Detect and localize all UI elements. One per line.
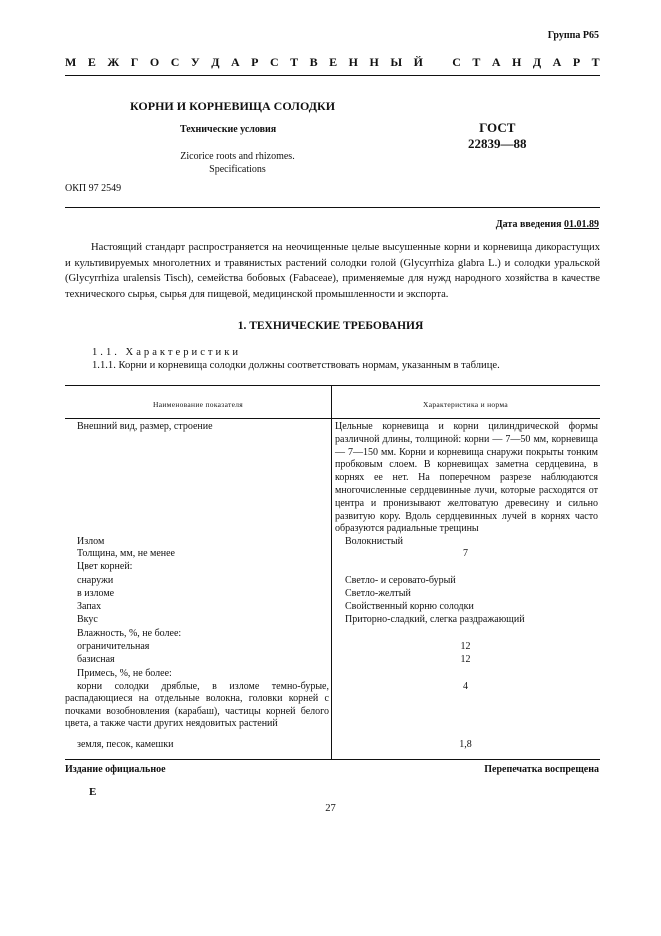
document-subtitle: Технические условия [180, 124, 277, 135]
table-column-divider [331, 385, 332, 759]
edition-note: Издание официальное [65, 764, 166, 775]
banner-letter: Р [572, 55, 581, 69]
banner-letter: Т [290, 55, 299, 69]
intro-paragraph: Настоящий стандарт распространяется на неочищенные целые высушенные корни и корневища дикорастущих и культивируемых многолетних и травянистых растений солодки голой (Glycyrrhiza glabra L.) и солодки уральской (Glycyrrhiza uralensis Tisch), семейства бобовых (Fabaceae), применяемые для нужд народного хозяйства в качестве технического сырья, сырья для пищевой, медицинской промышленности и экспорта. [65, 242, 600, 300]
row-appearance-name: Внешний вид, размер, строение [77, 421, 213, 432]
banner-letter: А [491, 55, 501, 69]
title-rule [65, 207, 600, 208]
banner-letter: Д [211, 55, 220, 69]
gost-designation [468, 120, 527, 152]
banner-letter: С [170, 55, 180, 69]
banner-letter: С [452, 55, 462, 69]
effective-date [496, 219, 599, 230]
gost-number: 22839—88 [468, 136, 527, 151]
banner-letter: У [190, 55, 200, 69]
row-basic-name: базисная [77, 654, 115, 665]
banner-letter: Н [369, 55, 380, 69]
banner-letter: Ж [107, 55, 120, 69]
banner-letter [434, 55, 440, 70]
row-limiting-value: 12 [460, 641, 471, 652]
reprint-note: Перепечатка воспрещена [484, 764, 599, 775]
section-heading: 1. ТЕХНИЧЕСКИЕ ТРЕБОВАНИЯ [237, 320, 424, 332]
row-break-name: Излом [77, 536, 105, 547]
english-title-line1: Zicorice roots and rhizomes. [180, 151, 295, 162]
banner-letter: Н [348, 55, 359, 69]
row-limiting-name: ограничительная [77, 641, 150, 652]
table-header-value: Характеристика и норма [422, 400, 508, 409]
row-taste-name: Вкус [77, 614, 98, 625]
row-moisture-name: Влажность, %, не более: [77, 628, 182, 639]
row-thickness-value: 7 [463, 548, 468, 559]
table-header-border [65, 418, 600, 419]
banner-letter: Г [130, 55, 139, 69]
date-value: 01.01.89 [564, 219, 599, 230]
row-appearance-value: Цельные корневища и корни цилиндрической формы различной длины, толщиной: корни — 7—50 мм, корневища — 7—150 мм. Корни и корневища снаружи покрыты тонким пробковым слоем. В корневищах заметна сердцевина, в корнях ее нет. На поперечном разрезе наблюдаются многочисленные сердцевинные лучи, которые расходятся от центра и пронизывают желтоватую древесину и сильно развитую кору. Вдоль сердцевинных лучей в корнях часто образуются радиальные трещины [335, 421, 598, 535]
banner-letter: А [552, 55, 562, 69]
standard-banner [65, 55, 600, 70]
row-taste-value: Приторно-сладкий, слегка раздражающий [345, 614, 525, 625]
row-break-value: Волокнистый [345, 536, 403, 547]
row-inbreak-name: в изломе [77, 588, 115, 599]
okp-code: ОКП 97 2549 [65, 183, 122, 194]
header-rule [65, 75, 600, 76]
english-title-line2: Specifications [209, 164, 266, 175]
banner-letter: Т [591, 55, 600, 69]
row-outside-name: снаружи [77, 575, 114, 586]
english-title [125, 150, 350, 176]
banner-letter: Е [329, 55, 338, 69]
row-crumbly-name: корни солодки дряблые, в изломе темно-бурые, распадающиеся на отдельные волокна, головки корней с почками возобновления (карабаш), частицы корней белого цвета, а также части других неядовитых растений [65, 681, 329, 730]
clause-1-1-1: 1.1.1. Корни и корневища солодки должны соответствовать нормам, указанным в таблице. [92, 360, 500, 371]
gost-label: ГОСТ [479, 120, 516, 135]
banner-letter: Д [532, 55, 542, 69]
row-smell-name: Запах [77, 601, 102, 612]
row-thickness-name: Толщина, мм, не менее [77, 548, 175, 559]
banner-letter: Н [512, 55, 522, 69]
group-code: Группа Р65 [547, 30, 599, 41]
banner-letter: Т [472, 55, 481, 69]
banner-letter: А [230, 55, 240, 69]
row-smell-value: Свойственный корню солодки [345, 601, 474, 612]
banner-letter: М [65, 55, 77, 69]
banner-letter: Ы [390, 55, 403, 69]
page-number: 27 [325, 803, 336, 814]
banner-letter: В [309, 55, 318, 69]
table-header-name: Наименование показателя [152, 400, 244, 409]
banner-letter: Р [251, 55, 259, 69]
row-color-name: Цвет корней: [77, 561, 133, 572]
banner-letter: С [269, 55, 279, 69]
table-bottom-border [65, 759, 600, 760]
document-title: КОРНИ И КОРНЕВИЩА СОЛОДКИ [130, 99, 336, 113]
row-impurity-name: Примесь, %, не более: [77, 668, 172, 679]
banner-letters [65, 55, 600, 70]
banner-letter: Й [413, 55, 424, 69]
row-inbreak-value: Светло-желтый [345, 588, 411, 599]
row-soil-value: 1,8 [459, 739, 472, 750]
row-soil-name: земля, песок, камешки [77, 739, 174, 750]
edition-stamp: Е [89, 786, 97, 798]
clause-1-1: 1.1. Характеристики [92, 347, 242, 358]
date-label: Дата введения [495, 219, 562, 230]
banner-letter: Е [87, 55, 97, 69]
banner-letter: О [149, 55, 160, 69]
row-crumbly-value: 4 [463, 681, 468, 692]
row-outside-value: Светло- и серовато-бурый [345, 575, 456, 586]
table-top-border [65, 385, 600, 386]
row-basic-value: 12 [460, 654, 471, 665]
